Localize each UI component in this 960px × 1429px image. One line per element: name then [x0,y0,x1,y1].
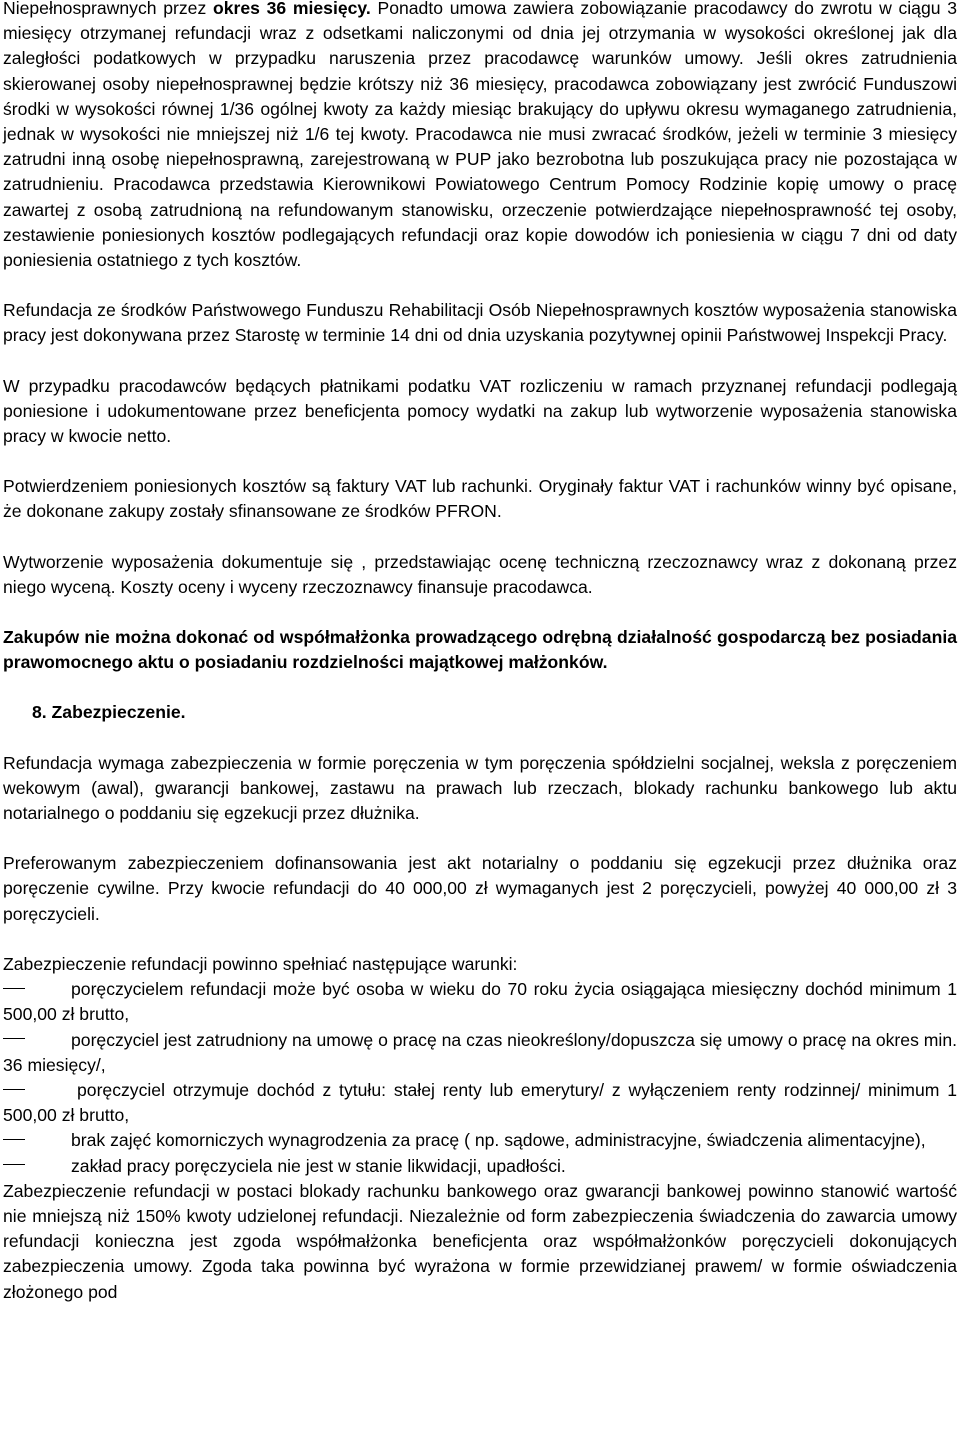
condition-text: poręczyciel otrzymuje dochód z tytułu: stałej renty lub emerytury/ z wyłączeniem renty rodzinnej/ minimum 1 500,00 zł brutto, [3,1079,957,1126]
spacer [3,273,957,298]
document-page [3,0,957,1305]
dash-bullet-icon [3,1038,25,1039]
condition-list-item [3,1078,957,1128]
spacer [3,675,957,700]
dash-bullet-icon [3,1139,25,1140]
paragraph-pfron-refund: Refundacja ze środków Państwowego Funduszu Rehabilitacji Osób Niepełnosprawnych kosztów wyposażenia stanowiska pracy jest dokonywana przez Starostę w terminie 14 dni od dnia uzyskania pozytywnej opinii Państwowej Inspekcji Pracy. [3,300,957,346]
condition-text: poręczyciel jest zatrudniony na umowę o pracę na czas nieokreślony/dopuszcza się umowy o pracę na okres min. 36 miesięcy/, [3,1029,957,1075]
bold-run-period: okres 36 miesięcy. [212,0,371,18]
paragraph-invoices: Potwierdzeniem poniesionych kosztów są faktury VAT lub rachunki. Oryginały faktur VAT i rachunków winny być opisane, że dokonane zakupy zostały sfinansowane ze środków PFRON. [3,476,957,522]
dash-bullet-icon [3,988,25,989]
text-run: Ponadto umowa zawiera zobowiązanie pracodawcy do zwrotu w ciągu 3 miesięcy otrzymanej refundacji wraz z odsetkami naliczonymi od dnia jej otrzymania w wysokości określonej jak dla zaległości podatkowych w przypadku naruszenia przez pracodawcę warunków umowy. Jeśli okres zatrudnienia skierowanej osoby niepełnosprawnej będzie krótszy niż 36 miesięcy, pracodawca zobowiązany jest zwrócić Funduszowi środki w wysokości równej 1/36 ogólnej kwoty za każdy miesiąc brakujący do upływu okresu wymaganego zatrudnienia, jednak w wysokości nie mniejszej niż 1/6 tej kwoty. Pracodawca nie musi zwracać środków, jeżeli w terminie 3 miesięcy zatrudni inną osobę niepełnosprawną, zarejestrowaną w PUP jako bezrobotna lub poszukująca pracy nie pozostająca w zatrudnieniu. Pracodawca przedstawia Kierownikowi Powiatowego Centrum Pomocy Rodzinie kopię umowy o pracę zawartej z osobą zatrudnioną na refundowanym stanowisku, orzeczenie potwierdzające niepełnosprawność tej osoby, zestawienie poniesionych kosztów podlegających refundacji oraz kopie dowodów ich poniesienia w ciągu 7 dni od daty poniesienia ostatniego z tych kosztów. [3,0,957,271]
condition-text: brak zajęć komorniczych wynagrodzenia za pracę ( np. sądowe, administracyjne, świadczenia alimentacyjne), [71,1130,926,1151]
spacer [3,525,957,550]
section-heading: 8. Zabezpieczenie. [32,702,186,723]
condition-list-item [3,1154,957,1179]
paragraph-refund-obligation [3,0,957,273]
paragraph-vat-payers: W przypadku pracodawców będących płatnikami podatku VAT rozliczeniu w ramach przyznanej refundacji podlegają poniesione i udokumentowane przez beneficjenta pomocy wydatki na zakup lub wytworzenie wyposażenia stanowiska pracy w kwocie netto. [3,375,957,447]
condition-list-item [3,977,957,1027]
text-run: Niepełnosprawnych przez [3,0,213,18]
spacer [3,927,957,952]
condition-text: zakład pracy poręczyciela nie jest w stanie likwidacji, upadłości. [71,1155,566,1176]
spacer [3,726,957,751]
paragraph-preferred-security: Preferowanym zabezpieczeniem dofinansowania jest akt notarialny o poddaniu się egzekucji przez dłużnika oraz poręczenie cywilne. Przy kwocie refundacji do 40 000,00 zł wymaganych jest 2 poręczycieli, powyżej 40 000,00 zł 3 poręczycieli. [3,853,957,924]
dash-bullet-icon [3,1164,25,1165]
spacer [3,349,957,374]
paragraph-conditions-intro: Zabezpieczenie refundacji powinno spełniać następujące warunki: [3,953,518,974]
paragraph-equipment-production: Wytworzenie wyposażenia dokumentuje się , przedstawiając ocenę techniczną rzeczoznawcy wraz z dokonaną przez niego wyceną. Koszty oceny i wyceny rzeczoznawcy finansuje pracodawca. [3,551,957,597]
paragraph-bank-guarantee: Zabezpieczenie refundacji w postaci blokady rachunku bankowego oraz gwarancji bankowej powinno stanowić wartość nie mniejszą niż 150% kwoty udzielonej refundacji. Niezależnie od form zabezpieczenia świadczenia do zawarcia umowy refundacji konieczna jest zgoda współmałżonka beneficjenta oraz współmałżonków poręczycieli dokonujących zabezpieczenia umowy. Zgoda taka powinna być wyrażona w formie przewidzianej prawem/ w formie oświadczenia złożonego pod [3,1180,957,1302]
paragraph-spouse-purchase-warning: Zakupów nie można dokonać od współmałżonka prowadzącego odrębną działalność gospodarczą bez posiadania prawomocnego aktu o posiadaniu rozdzielności majątkowej małżonków. [3,627,957,673]
dash-bullet-icon [3,1089,25,1090]
condition-list-item [3,1028,957,1078]
condition-text: poręczycielem refundacji może być osoba w wieku do 70 roku życia osiągająca miesięczny dochód minimum 1 500,00 zł brutto, [3,979,957,1025]
spacer [3,600,957,625]
spacer [3,449,957,474]
spacer [3,826,957,851]
paragraph-security-forms: Refundacja wymaga zabezpieczenia w formie poręczenia w tym poręczenia spółdzielni socjalnej, weksla z poręczeniem wekowym (awal), gwarancji bankowej, zastawu na prawach lub rzeczach, blokady rachunku bankowego lub aktu notarialnego o poddaniu się egzekucji przez dłużnika. [3,752,957,824]
condition-list-item [3,1128,957,1153]
